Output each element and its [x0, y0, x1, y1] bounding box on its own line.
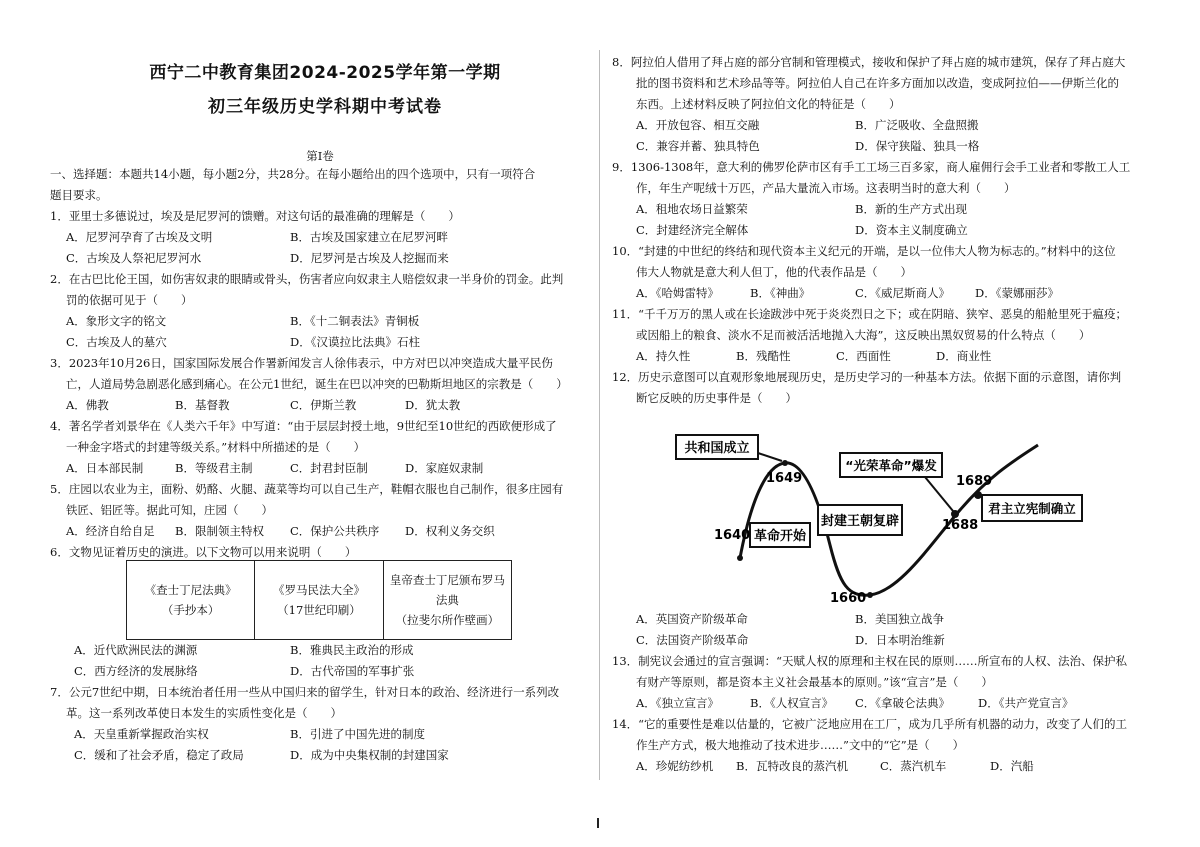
q2-option-d[interactable]: D．《汉谟拉比法典》石柱	[290, 335, 420, 349]
q8-option-b[interactable]: B．广泛吸收、全盘照搬	[855, 118, 979, 132]
q7-option-c[interactable]: C．缓和了社会矛盾，稳定了政局	[74, 748, 244, 762]
q11-option-c[interactable]: C．西面性	[836, 349, 891, 363]
q14-option-b[interactable]: B．瓦特改良的蒸汽机	[736, 759, 848, 773]
section-instructions: 一、选择题：本题共14小题，每小题2分，共28分。在每小题给出的四个选项中，只有一项符合	[50, 167, 536, 181]
question-7-stem-cont: 革。这一系列改革使日本发生的实质性变化是（ ）	[66, 706, 342, 720]
question-14-stem-cont: 作生产方式，极大地推动了技术进步……”文中的“它”是（ ）	[636, 738, 965, 752]
question-7-stem: 7．公元7世纪中期，日本统治者任用一些从中国归来的留学生，针对日本的政治、经济进行一系列改	[50, 685, 560, 699]
q11-option-a[interactable]: A．持久性	[636, 349, 691, 363]
q9-option-c[interactable]: C．封建经济完全解体	[636, 223, 749, 237]
artifact-name: 皇帝查士丁尼颁布罗马法典	[389, 573, 505, 607]
page-mark	[597, 818, 599, 828]
q4-option-b[interactable]: B．等级君主制	[175, 461, 253, 475]
point-1640	[737, 555, 743, 561]
q9-option-d[interactable]: D．资本主义制度确立	[855, 223, 968, 237]
question-4-stem: 4．著名学者刘景华在《人类六千年》中写道：“由于层层封授土地，9世纪至10世纪的西欧便形成了	[50, 419, 557, 433]
question-12-stem-cont: 断它反映的历史事件是（ ）	[636, 391, 797, 405]
artifact-note: （17世纪印刷）	[277, 603, 361, 617]
year-1649: 1649	[766, 471, 803, 486]
q14-option-a[interactable]: A．珍妮纺纱机	[636, 759, 714, 773]
artifact-name: 《罗马民法大全》	[272, 583, 365, 597]
question-13-stem: 13．制宪议会通过的宣言强调：“天赋人权的原理和主权在民的原则……所宣布的人权、法治、保护私	[612, 654, 1128, 668]
question-8-stem-cont: 批的图书资料和艺术珍品等等。阿拉伯人自己在许多方面加以改造，变成阿拉伯——伊斯兰化的	[636, 76, 1119, 90]
label-republic: 共和国成立	[684, 441, 750, 456]
q9-option-b[interactable]: B．新的生产方式出现	[855, 202, 967, 216]
label-glorious: “光荣革命”爆发	[845, 458, 937, 473]
q3-option-b[interactable]: B．基督教	[175, 398, 230, 412]
q13-option-b[interactable]: B．《人权宣言》	[750, 696, 834, 710]
q2-option-a[interactable]: A．象形文字的铭文	[66, 314, 167, 328]
year-1689: 1689	[956, 474, 993, 489]
question-6-stem: 6．文物见证着历史的演进。以下文物可以用来说明（ ）	[50, 545, 357, 559]
q13-option-a[interactable]: A．《独立宣言》	[636, 696, 720, 710]
q12-option-b[interactable]: B．美国独立战争	[855, 612, 944, 626]
point-1660	[867, 592, 873, 598]
volume-label: 第Ⅰ卷	[306, 149, 334, 163]
q8-option-c[interactable]: C．兼容并蓄、独具特色	[636, 139, 760, 153]
artifact-table	[126, 560, 512, 640]
year-1640: 1640	[714, 528, 751, 543]
question-8-stem-cont2: 东西。上述材料反映了阿拉伯文化的特征是（ ）	[636, 97, 901, 111]
year-1688: 1688	[942, 518, 979, 533]
q8-option-a[interactable]: A．开放包容、相互交融	[636, 118, 760, 132]
q6-option-b[interactable]: B．雅典民主政治的形成	[290, 643, 414, 657]
q9-option-a[interactable]: A．租地农场日益繁荣	[636, 202, 748, 216]
q3-option-c[interactable]: C．伊斯兰教	[290, 398, 357, 412]
q7-option-a[interactable]: A．天皇重新掌握政治实权	[74, 727, 209, 741]
artifact-cell	[255, 561, 383, 640]
label-constitutional: 君主立宪制确立	[988, 501, 1076, 516]
year-1660: 1660	[830, 591, 867, 606]
q8-option-d[interactable]: D．保守狭隘、独具一格	[855, 139, 980, 153]
q12-option-d[interactable]: D．日本明治维新	[855, 633, 945, 647]
q6-option-a[interactable]: A．近代欧洲民法的渊源	[74, 643, 198, 657]
question-1-stem: 1．亚里士多德说过，埃及是尼罗河的馈赠。对这句话的最准确的理解是（ ）	[50, 209, 460, 223]
q1-option-b[interactable]: B．古埃及国家建立在尼罗河畔	[290, 230, 448, 244]
q10-option-a[interactable]: A．《哈姆雷特》	[636, 286, 720, 300]
exam-subtitle: 初三年级历史学科期中考试卷	[208, 97, 442, 117]
q5-option-d[interactable]: D．权利义务交织	[405, 524, 495, 538]
q10-option-b[interactable]: B．《神曲》	[750, 286, 811, 300]
question-12-stem: 12．历史示意图可以直观形象地展现历史，是历史学习的一种基本方法。依据下面的示意图，请你判	[612, 370, 1122, 384]
artifact-note: （拉斐尔所作壁画）	[395, 613, 500, 627]
q7-option-b[interactable]: B．引进了中国先进的制度	[290, 727, 425, 741]
question-14-stem: 14．“它的重要性是难以估量的，它被广泛地应用在工厂，成为几乎所有机器的动力，改变了人们的工	[612, 717, 1128, 731]
section-instructions-cont: 题目要求。	[50, 188, 108, 202]
q1-option-a[interactable]: A．尼罗河孕育了古埃及文明	[66, 230, 213, 244]
point-1689	[974, 491, 982, 499]
question-2-stem-cont: 罚的依据可见于（ ）	[66, 293, 193, 307]
q4-option-d[interactable]: D．家庭奴隶制	[405, 461, 484, 475]
question-9-stem-cont: 作，年生产呢绒十万匹，产品大量流入市场。这表明当时的意大利（ ）	[636, 181, 1016, 195]
question-13-stem-cont: 有财产等原则，都是资本主义社会最基本的原则。”该“宣言”是（ ）	[636, 675, 993, 689]
q2-option-c[interactable]: C．古埃及人的墓穴	[66, 335, 167, 349]
q4-option-a[interactable]: A．日本部民制	[66, 461, 144, 475]
q3-option-d[interactable]: D．犹太教	[405, 398, 461, 412]
q2-option-b[interactable]: B．《十二铜表法》青铜板	[290, 314, 420, 328]
q6-option-d[interactable]: D．古代帝国的军事扩张	[290, 664, 415, 678]
q10-option-c[interactable]: C．《威尼斯商人》	[855, 286, 951, 300]
q4-option-c[interactable]: C．封君封臣制	[290, 461, 368, 475]
callout-glorious-pointer	[925, 477, 953, 511]
artifact-cell	[127, 561, 255, 640]
q7-option-d[interactable]: D．成为中央集权制的封建国家	[290, 748, 449, 762]
question-5-stem-cont: 铁匠、铝匠等。据此可知，庄园（ ）	[66, 503, 273, 517]
q5-option-a[interactable]: A．经济自给自足	[66, 524, 155, 538]
artifact-name: 《查士丁尼法典》	[144, 583, 237, 597]
question-5-stem: 5．庄园以农业为主，面粉、奶酪、火腿、蔬菜等均可以自己生产，鞋帽衣服也自己制作，很多庄园有	[50, 482, 564, 496]
q13-option-c[interactable]: C．《拿破仑法典》	[855, 696, 951, 710]
q12-option-c[interactable]: C．法国资产阶级革命	[636, 633, 749, 647]
q14-option-d[interactable]: D．汽船	[990, 759, 1034, 773]
q13-option-d[interactable]: D．《共产党宣言》	[978, 696, 1074, 710]
exam-title: 西宁二中教育集团2024-2025学年第一学期	[149, 63, 501, 83]
q5-option-c[interactable]: C．保护公共秩序	[290, 524, 380, 538]
q12-option-a[interactable]: A．英国资产阶级革命	[636, 612, 748, 626]
q5-option-b[interactable]: B．限制领主特权	[175, 524, 264, 538]
revolution-timeline-diagram	[670, 425, 1076, 606]
q1-option-c[interactable]: C．古埃及人祭祀尼罗河水	[66, 251, 202, 265]
q14-option-c[interactable]: C．蒸汽机车	[880, 759, 947, 773]
callout-republic-pointer	[758, 453, 782, 461]
q11-option-b[interactable]: B．残酷性	[736, 349, 791, 363]
question-3-stem: 3．2023年10月26日，国家国际发展合作署新闻发言人徐伟表示，中方对巴以冲突造成大量平民伤	[50, 356, 553, 370]
point-1649	[782, 460, 788, 466]
column-divider	[599, 50, 600, 780]
q3-option-a[interactable]: A．佛教	[66, 398, 109, 412]
artifact-cell	[383, 561, 511, 640]
question-4-stem-cont: 一种金字塔式的封建等级关系。”材料中所描述的是（ ）	[66, 440, 366, 454]
label-restoration: 封建王朝复辟	[820, 514, 900, 529]
question-2-stem: 2．在古巴比伦王国，如伤害奴隶的眼睛或骨头，伤害者应向奴隶主人赔偿奴隶一半身价的罚金。此判	[50, 272, 564, 286]
artifact-note: （手抄本）	[161, 603, 220, 617]
question-3-stem-cont: 亡，人道局势急剧恶化感到痛心。在公元1世纪，诞生在巴以冲突的巴勒斯坦地区的宗教是（ ）	[66, 377, 568, 391]
q10-option-d[interactable]: D．《蒙娜丽莎》	[975, 286, 1059, 300]
q11-option-d[interactable]: D．商业性	[936, 349, 992, 363]
question-11-stem-cont: 或因船上的粮食、淡水不足而被活活地抛入大海”，这反映出黑奴贸易的什么特点（ ）	[636, 328, 1091, 342]
question-8-stem: 8．阿拉伯人借用了拜占庭的部分官制和管理模式，接收和保护了拜占庭的城市建筑，保存了拜占庭大	[612, 55, 1126, 69]
question-10-stem: 10．“封建的中世纪的终结和现代资本主义纪元的开端，是以一位伟大人物为标志的。”材料中的这位	[612, 244, 1116, 258]
question-11-stem: 11．“千千万万的黑人或在长途跋涉中死于炎炎烈日之下；或在阴暗、狭窄、恶臭的船舱里死于瘟疫；	[612, 307, 1128, 321]
question-10-stem-cont: 伟大人物就是意大利人但丁，他的代表作品是（ ）	[636, 265, 912, 279]
q1-option-d[interactable]: D．尼罗河是古埃及人挖掘而来	[290, 251, 449, 265]
q6-option-c[interactable]: C．西方经济的发展脉络	[74, 664, 198, 678]
label-revolution: 革命开始	[753, 529, 807, 544]
question-9-stem: 9．1306-1308年，意大利的佛罗伦萨市区有手工工场三百多家，商人雇佣行会手工业者和零散工人工	[612, 160, 1131, 174]
